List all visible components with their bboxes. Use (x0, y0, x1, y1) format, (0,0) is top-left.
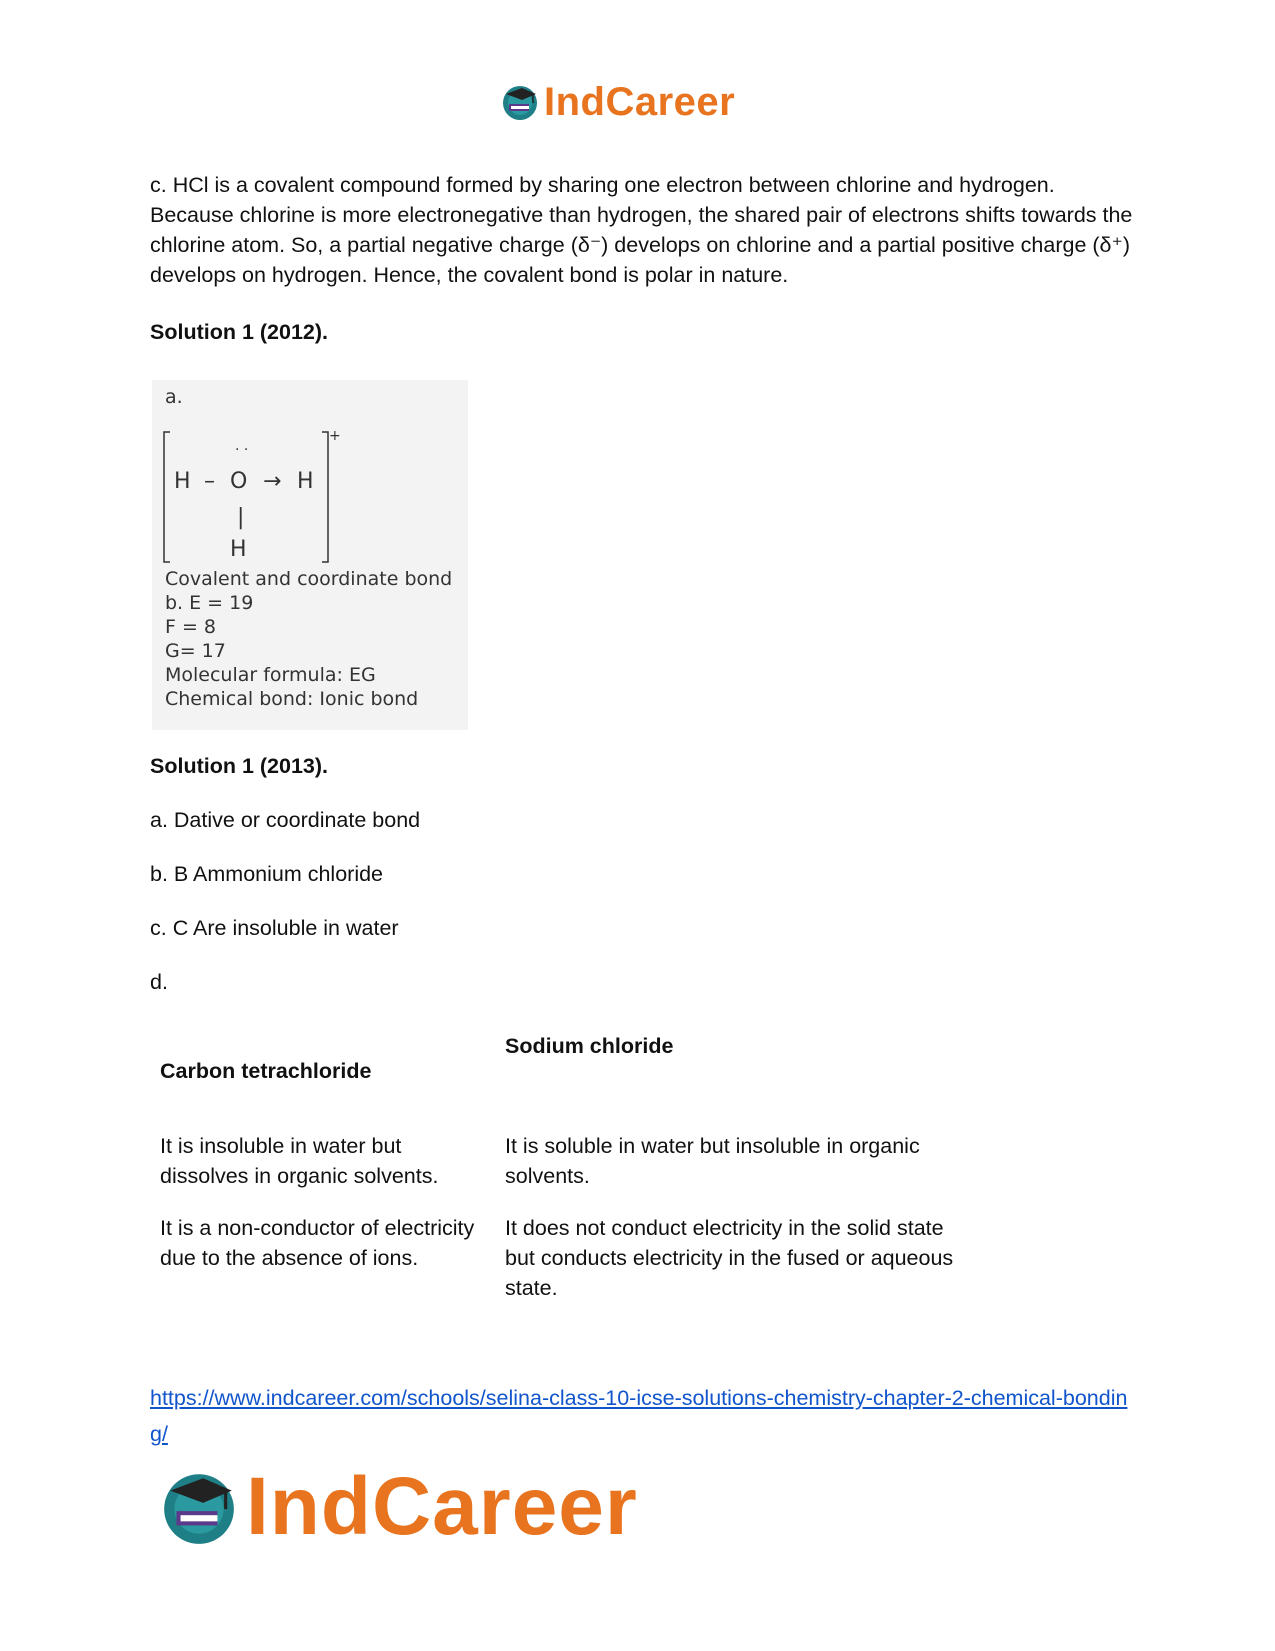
charge-plus: + (329, 430, 341, 444)
left-bracket (164, 432, 170, 562)
vertical-bond: | (237, 505, 245, 530)
image-line: Covalent and coordinate bond (165, 568, 453, 590)
coordinate-arrow: → (263, 469, 282, 494)
image-line: b. E = 19 (165, 592, 254, 614)
logo-wordmark: IndCareer (544, 79, 736, 124)
graduation-cap-icon (500, 82, 540, 122)
atom-h-right: H (297, 469, 314, 494)
atom-o: O (230, 469, 248, 494)
answer-item: c. C Are insoluble in water (150, 916, 399, 940)
image-line: F = 8 (165, 616, 217, 638)
logo-wordmark: IndCareer (246, 1461, 638, 1552)
answer-item: d. (150, 970, 168, 994)
hydronium-structure-diagram (162, 430, 362, 570)
table-cell: It is insoluble in water but dissolves in organic solvents. (160, 1134, 439, 1188)
graduation-cap-icon (158, 1466, 240, 1548)
intro-paragraph: c. HCl is a covalent compound formed by sharing one electron between chlorine and hydrogen. Because chlorine is more electronegative than hydrogen, the shared pair of electrons shifts towards the chlorine atom. So, a partial negative charge (δ⁻) develops on chlorine and a partial positive charge (δ⁺) develops on hydrogen. Hence, the covalent bond is polar in nature. (150, 173, 1133, 287)
image-line: G= 17 (165, 640, 226, 662)
indcareer-logo-bottom (158, 1462, 638, 1552)
solution-2013-heading: Solution 1 (2013). (150, 754, 329, 778)
lone-pair-dots: · · (235, 442, 249, 458)
table-cell: It is a non-conductor of electricity due to the absence of ions. (160, 1216, 475, 1270)
solution-2012-image (152, 380, 468, 730)
table-header-sodium-chloride: Sodium chloride (505, 1034, 674, 1058)
table-cell: It does not conduct electricity in the solid state but conducts electricity in the fused or aqueous state. (505, 1216, 954, 1300)
solution-2012-heading: Solution 1 (2012). (150, 320, 329, 344)
image-label-a: a. (165, 386, 183, 408)
table-cell: It is soluble in water but insoluble in organic solvents. (505, 1134, 920, 1188)
answer-item: b. B Ammonium chloride (150, 862, 384, 886)
image-line: Chemical bond: Ionic bond (165, 688, 419, 710)
atom-h-bottom: H (230, 537, 247, 562)
table-header-carbon-tetrachloride: Carbon tetrachloride (160, 1059, 372, 1083)
source-link[interactable]: https://www.indcareer.com/schools/selina-class-10-icse-solutions-chemistry-chapter-2-chemical-bonding/ (150, 1386, 1128, 1446)
single-bond: – (204, 469, 215, 494)
answer-item: a. Dative or coordinate bond (150, 808, 421, 832)
image-line: Molecular formula: EG (165, 664, 376, 686)
indcareer-logo-top (500, 78, 735, 126)
atom-h-left: H (174, 469, 191, 494)
right-bracket (322, 432, 328, 562)
